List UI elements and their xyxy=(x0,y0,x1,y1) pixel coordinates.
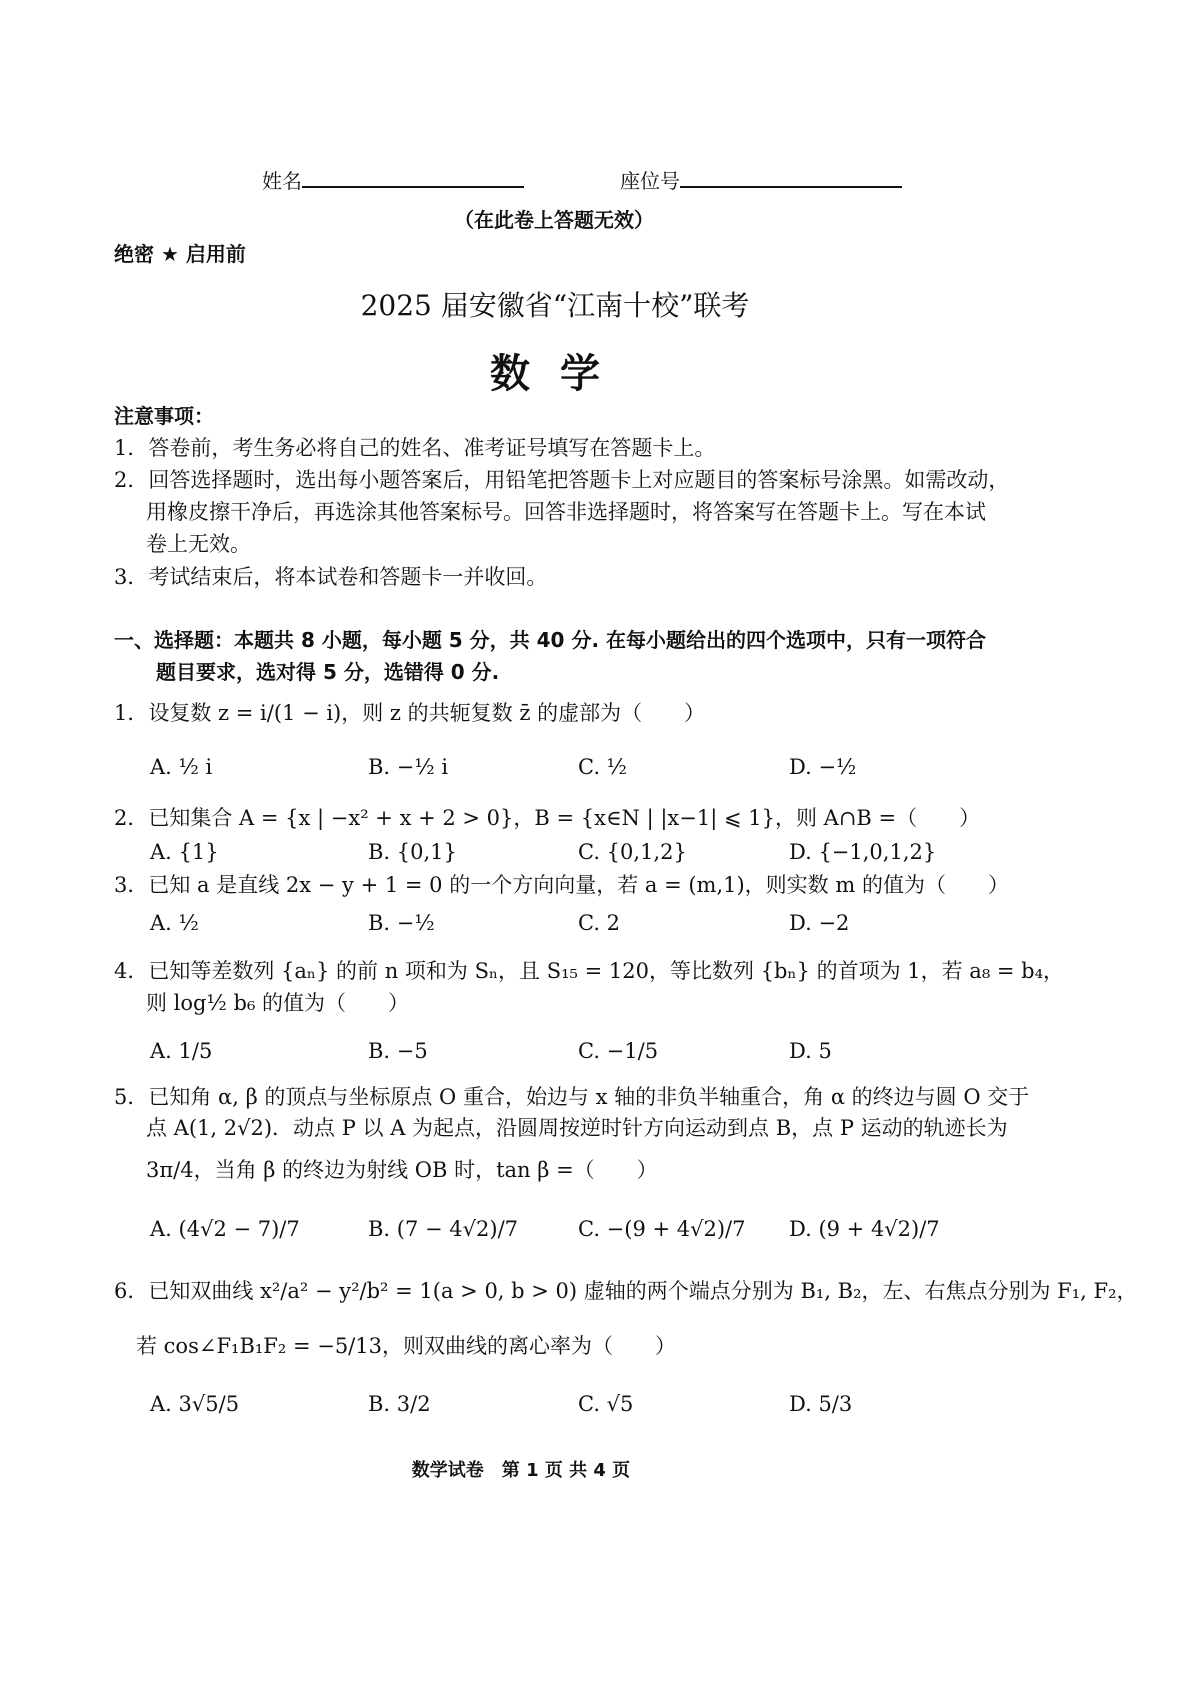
question-3-stem: 3．已知 a 是直线 2x − y + 1 = 0 的一个方向向量，若 a = (m,1)，则实数 m 的值为（ ） xyxy=(114,873,1009,897)
seat-field xyxy=(620,164,902,194)
question-6-stem: 6．已知双曲线 x²/a² − y²/b² = 1(a > 0, b > 0) 虚轴的两个端点分别为 B₁, B₂，左、右焦点分别为 F₁, F₂， xyxy=(114,1279,1138,1303)
note-item: 卷上无效。 xyxy=(146,532,251,556)
question-6-option-d: D. 5/3 xyxy=(789,1392,853,1416)
note-item: 1．答卷前，考生务必将自己的姓名、准考证号填写在答题卡上。 xyxy=(114,436,716,460)
question-4-option-b: B. −5 xyxy=(368,1039,428,1063)
question-6-option-c: C. √5 xyxy=(578,1392,634,1416)
question-2-option-c: C. {0,1,2} xyxy=(578,840,687,864)
secret-label: 绝密 ★ 启用前 xyxy=(114,242,246,266)
invalid-note: （在此卷上答题无效） xyxy=(454,208,654,232)
question-1-option-b: B. −½ i xyxy=(368,755,449,779)
name-label: 姓名 xyxy=(262,169,302,193)
subject-title: 数学 xyxy=(490,351,630,397)
question-5-option-c: C. −(9 + 4√2)/7 xyxy=(578,1217,746,1241)
section-heading: 一、选择题：本题共 8 小题，每小题 5 分，共 40 分. 在每小题给出的四个选项中，只有一项符合 xyxy=(114,628,987,652)
question-6-stem-cont: 若 cos∠F₁B₁F₂ = −5/13，则双曲线的离心率为（ ） xyxy=(136,1334,676,1358)
question-1-stem: 1．设复数 z = i/(1 − i)，则 z 的共轭复数 z̄ 的虚部为（ ） xyxy=(114,701,706,725)
exam-title: 2025 届安徽省“江南十校”联考 xyxy=(360,289,750,322)
page-footer: 数学试卷 第 1 页 共 4 页 xyxy=(411,1460,631,1481)
question-2-option-a: A. {1} xyxy=(150,840,219,864)
question-1-option-d: D. −½ xyxy=(789,755,857,779)
question-4-stem-cont: 则 log½ b₆ 的值为（ ） xyxy=(146,991,410,1015)
question-1-option-a: A. ½ i xyxy=(150,755,213,779)
question-3-option-d: D. −2 xyxy=(789,911,850,935)
question-5-stem-cont: 点 A(1, 2√2)．动点 P 以 A 为起点，沿圆周按逆时针方向运动到点 B，点 P 运动的轨迹长为 xyxy=(146,1116,1008,1140)
question-6-option-b: B. 3/2 xyxy=(368,1392,431,1416)
section-heading-cont: 题目要求，选对得 5 分，选错得 0 分. xyxy=(156,660,500,684)
notes-heading: 注意事项： xyxy=(114,404,214,428)
question-4-option-d: D. 5 xyxy=(789,1039,832,1063)
question-6-option-a: A. 3√5/5 xyxy=(150,1392,240,1416)
question-4-option-c: C. −1/5 xyxy=(578,1039,659,1063)
question-3-option-b: B. −½ xyxy=(368,911,435,935)
question-5-option-a: A. (4√2 − 7)/7 xyxy=(150,1217,300,1241)
question-5-option-d: D. (9 + 4√2)/7 xyxy=(789,1217,940,1241)
note-item: 用橡皮擦干净后，再选涂其他答案标号。回答非选择题时，将答案写在答题卡上。写在本试 xyxy=(146,500,986,524)
name-field xyxy=(262,164,524,194)
question-2-option-b: B. {0,1} xyxy=(368,840,457,864)
question-2-stem: 2．已知集合 A = {x | −x² + x + 2 > 0}，B = {x∈N | |x−1| ⩽ 1}，则 A∩B =（ ） xyxy=(114,806,981,830)
note-item: 3．考试结束后，将本试卷和答题卡一并收回。 xyxy=(114,565,548,589)
question-4-stem: 4．已知等差数列 {aₙ} 的前 n 项和为 Sₙ，且 S₁₅ = 120，等比数列 {bₙ} 的首项为 1，若 a₈ = b₄， xyxy=(114,959,1065,983)
question-5-stem: 5．已知角 α, β 的顶点与坐标原点 O 重合，始边与 x 轴的非负半轴重合，角 α 的终边与圆 O 交于 xyxy=(114,1085,1030,1109)
question-3-option-a: A. ½ xyxy=(150,911,199,935)
question-4-option-a: A. 1/5 xyxy=(150,1039,213,1063)
seat-blank xyxy=(680,164,902,188)
question-5-option-b: B. (7 − 4√2)/7 xyxy=(368,1217,519,1241)
note-item: 2．回答选择题时，选出每小题答案后，用铅笔把答题卡上对应题目的答案标号涂黑。如需改动， xyxy=(114,468,1010,492)
question-1-option-c: C. ½ xyxy=(578,755,628,779)
name-blank xyxy=(302,164,524,188)
question-3-option-c: C. 2 xyxy=(578,911,621,935)
seat-label: 座位号 xyxy=(620,169,680,193)
question-5-stem-cont: 3π/4，当角 β 的终边为射线 OB 时，tan β =（ ） xyxy=(146,1158,658,1182)
question-2-option-d: D. {−1,0,1,2} xyxy=(789,840,937,864)
